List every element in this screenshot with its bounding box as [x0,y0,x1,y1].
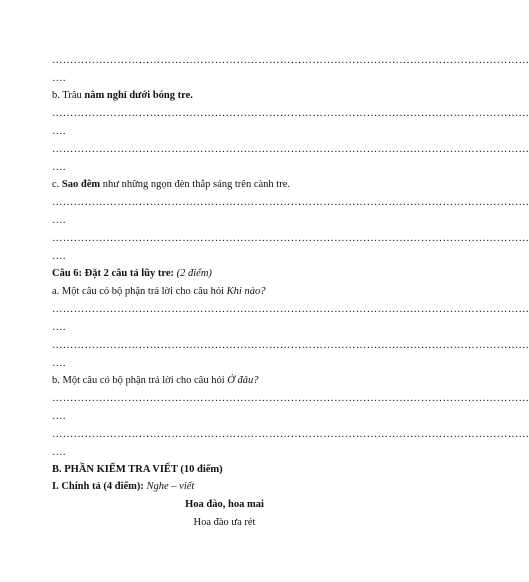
sentence-b-bold: nằm nghỉ dưới bóng tre. [84,90,193,101]
question-6a-text: a. Một câu có bộ phận trả lời cho câu hỏi [52,286,227,297]
answer-dotted-line-end: …. [52,322,66,333]
answer-dotted-line-end: …. [52,411,66,422]
answer-dotted-line-end: …. [52,447,66,458]
sentence-c-rest: như những ngọn đèn thắp sáng trên cành tre. [100,179,290,190]
question-6a [52,285,265,299]
question-6b-text: b. Một câu có bộ phận trả lời cho câu hỏi [52,375,228,386]
answer-dotted-line: …………………………………………………………………………………………………………………… [52,393,529,404]
answer-dotted-line: …………………………………………………………………………………………………………………… [52,340,529,351]
question-6a-italic: Khi nào? [226,286,266,297]
answer-dotted-line-end: …. [52,215,66,226]
sentence-c-prefix: c. [52,179,62,190]
sentence-c-bold: Sao đêm [61,179,101,190]
answer-dotted-line: …………………………………………………………………………………………………………………… [52,144,529,155]
sentence-c [52,178,290,192]
section-1-title: I. Chính tả (4 điểm): [52,481,144,492]
answer-dotted-line-end: …. [52,126,66,137]
poem-line: Hoa đào ưa rét [193,517,256,528]
question-6b-italic: Ở đâu? [227,375,259,386]
answer-dotted-line: …………………………………………………………………………………………………………………… [52,55,529,66]
answer-dotted-line: …………………………………………………………………………………………………………………… [52,197,529,208]
sentence-b [52,89,193,103]
section-b-heading: B. PHẦN KIỂM TRA VIẾT (10 điểm) [52,464,223,475]
question-6-points: (2 điểm) [174,268,212,279]
answer-dotted-line-end: …. [52,358,66,369]
section-1-subtitle: Nghe – viết [143,481,195,492]
answer-dotted-line-end: …. [52,251,66,262]
question-6-heading [52,267,212,281]
answer-dotted-line-end: …. [52,73,66,84]
poem-title: Hoa đào, hoa mai [185,499,264,510]
answer-dotted-line: …………………………………………………………………………………………………………………… [52,429,529,440]
answer-dotted-line: …………………………………………………………………………………………………………………… [52,233,529,244]
section-1-heading [52,480,194,494]
question-6b [52,374,258,388]
sentence-b-prefix: b. Trâu [52,90,85,101]
answer-dotted-line: …………………………………………………………………………………………………………………… [52,108,529,119]
answer-dotted-line: …………………………………………………………………………………………………………………… [52,304,529,315]
answer-dotted-line-end: …. [52,162,66,173]
question-6-title: Câu 6: Đặt 2 câu tả lũy tre: [52,268,175,279]
